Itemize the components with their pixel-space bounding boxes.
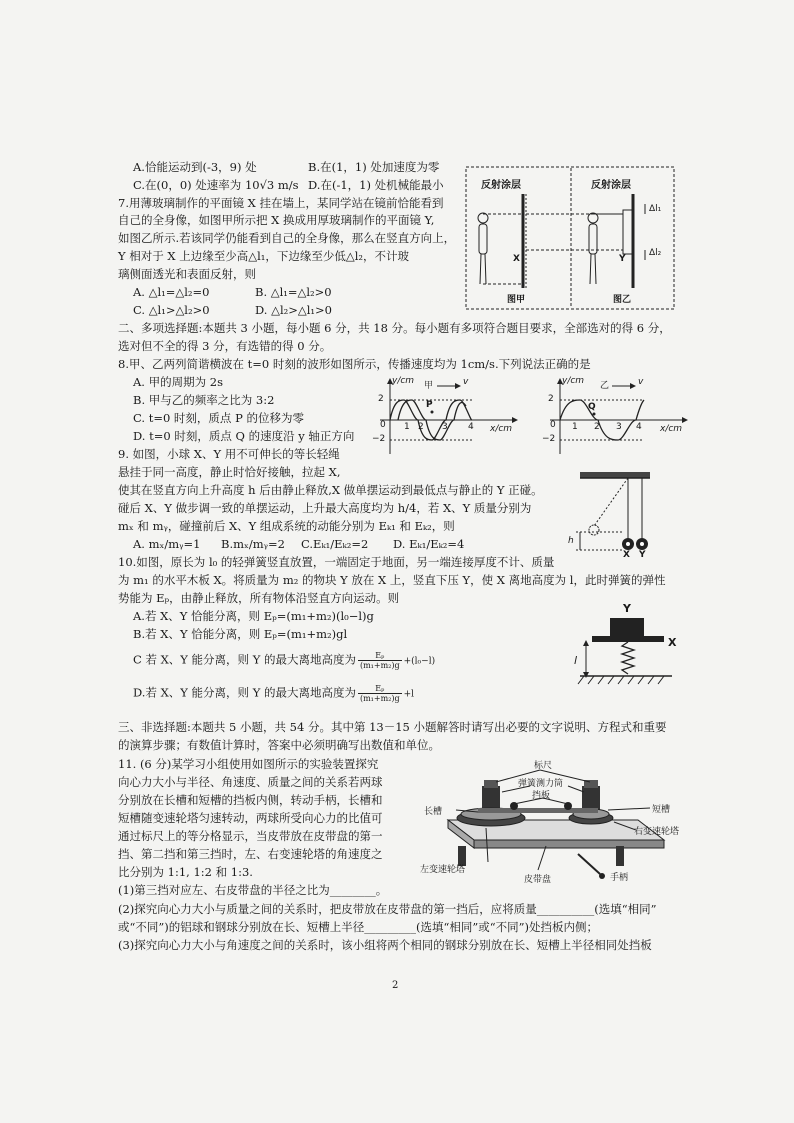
q11-sub-1: (1)第三挡对应左、右皮带盘的半径之比为________。 [118, 883, 388, 897]
q8-option-b: B. 甲与乙的频率之比为 3:2 [133, 393, 275, 407]
q11-fig-ruler: 标尺 [534, 761, 553, 771]
q11-line-2: 向心力大小与半径、角速度、质量之间的关系若两球 [118, 775, 383, 789]
wave1-y-bottom: −2 [372, 434, 386, 444]
q11-fig-right-tower: 右变速轮塔 [634, 827, 680, 837]
wave2-name: 乙 [600, 381, 610, 391]
q11-sub-2a: (2)探究向心力大小与质量之间的关系时，把皮带放在皮带盘的第一挡后，应将质量__________(选填“相同” [118, 902, 657, 916]
q11-sub-2b: 或“不同”)的铝球和钢球分别放在长、短槽上半径_________(选填“相同”或“不同”)处挡板内侧； [118, 920, 598, 934]
q10-option-c-denominator: (m₁+m₂)g [359, 661, 400, 670]
q11-fig-short-slot: 短槽 [652, 805, 671, 815]
page-number: 2 [392, 980, 399, 991]
q6-option-d: D.在(-1，1) 处机械能最小 [308, 178, 444, 192]
q10-fig-y: Y [623, 602, 631, 615]
wave2-tick-4: 4 [636, 422, 642, 432]
q10-option-d [133, 684, 414, 703]
q10-option-d-text: D.若 X、Y 能分离，则 Y 的最大离地高度为 [133, 685, 356, 700]
q10-option-b: B.若 X、Y 恰能分离，则 Eₚ=(m₁+m₂)gl [133, 627, 348, 641]
wave1-tick-4: 4 [468, 422, 474, 432]
wave2-y-bottom: −2 [542, 434, 556, 444]
q11-fig-spring: 弹簧测力筒 [518, 779, 564, 789]
q11-apparatus-figure [418, 758, 688, 886]
q9-option-a: A. mₓ/mᵧ=1 [133, 537, 201, 551]
q9-fig-y: Y [639, 550, 646, 560]
wave2-ylabel: y/cm [562, 376, 585, 386]
q10-spring-figure [572, 600, 682, 692]
q6-option-a: A.恰能运动到(-3，9) 处 [133, 160, 257, 174]
q8-wave-yi [532, 376, 692, 456]
wave2-y-top: 2 [548, 394, 554, 404]
q9-option-c: C.Eₖ₁/Eₖ₂=2 [301, 537, 369, 551]
q7-fig-dl1: Δl₁ [649, 204, 662, 214]
q11-line-5: 通过标尺上的等分格显示，当皮带放在皮带盘的第一 [118, 829, 383, 843]
q7-fig-caption-right: 图乙 [613, 295, 632, 305]
q7-fig-caption-left: 图甲 [507, 295, 526, 305]
wave2-velocity: v [638, 377, 644, 387]
q8-wave-jia [362, 376, 522, 456]
q10-option-c-fraction [358, 651, 402, 670]
q11-line-6: 挡、第二挡和第三挡时，左、右变速轮塔的角速度之 [118, 847, 383, 861]
q7-option-b: B. △l₁=△l₂>0 [255, 285, 332, 299]
q10-option-c-numerator: Eₚ [358, 651, 402, 661]
section2-line-2: 选对但不全的得 3 分，有选错的得 0 分。 [118, 339, 332, 353]
q11-fig-left-tower: 左变速轮塔 [420, 865, 466, 875]
q8-option-a: A. 甲的周期为 2s [133, 375, 223, 389]
q7-fig-mirror-x: X [513, 254, 520, 264]
q10-fig-x: X [668, 636, 677, 649]
q7-option-a: A. △l₁=△l₂=0 [133, 285, 210, 299]
q8-option-c: C. t=0 时刻，质点 P 的位移为零 [133, 411, 304, 425]
wave1-y-top: 2 [378, 394, 384, 404]
section2-line-1: 二、多项选择题:本题共 3 小题，每小题 6 分，共 18 分。每小题有多项符合题目要求，全部选对的得 6 分， [118, 321, 671, 335]
q9-fig-h: h [568, 536, 574, 546]
wave1-point-p: P [426, 400, 433, 410]
q6-option-b: B.在(1，1) 处加速度为零 [308, 160, 440, 174]
q9-fig-x: X [623, 550, 630, 560]
wave1-name: 甲 [424, 381, 434, 391]
q7-fig-left-coat: 反射涂层 [481, 180, 521, 191]
q10-option-a: A.若 X、Y 恰能分离，则 Eₚ=(m₁+m₂)(l₀−l)g [133, 609, 374, 623]
q10-option-c-text: C 若 X、Y 能分离，则 Y 的最大离地高度为 [133, 652, 356, 667]
wave2-xlabel: x/cm [660, 424, 683, 434]
wave2-origin: 0 [550, 420, 556, 430]
wave1-ylabel: y/cm [392, 376, 415, 386]
q11-line-3: 分别放在长槽和短槽的挡板内侧，转动手柄，长槽和 [118, 793, 383, 807]
q7-fig-dl2: Δl₂ [649, 248, 662, 258]
wave2-tick-2: 2 [594, 422, 600, 432]
section3-line-1: 三、非选择题:本题共 5 小题，共 54 分。其中第 13－15 小题解答时请写出必要的文字说明、方程式和重要 [118, 720, 667, 734]
wave1-tick-2: 2 [418, 422, 424, 432]
q11-line-7: 比分别为 1:1, 1:2 和 1:3. [118, 865, 253, 879]
wave2-tick-3: 3 [616, 422, 622, 432]
wave2-point-q: Q [588, 402, 596, 412]
q7-stem-1: 7.用薄玻璃制作的平面镜 X 挂在墙上，某同学站在镜前恰能看到 [118, 196, 444, 210]
q9-option-d: D. Eₖ₁/Eₖ₂=4 [393, 537, 465, 551]
q10-option-d-numerator: Eₚ [358, 684, 402, 694]
q10-option-d-fraction [358, 684, 402, 703]
q11-line-1: 11. (6 分)某学习小组使用如图所示的实验装置探究 [118, 757, 379, 771]
q10-line-3: 势能为 Eₚ，由静止释放，所有物体沿竖直方向运动。则 [118, 591, 400, 605]
wave1-tick-1: 1 [404, 422, 410, 432]
q7-fig-right-coat: 反射涂层 [591, 180, 631, 191]
q7-stem-4: Y 相对于 X 上边缘至少高△l₁，下边缘至少低△l₂，不计玻 [118, 249, 410, 263]
wave1-origin: 0 [380, 420, 386, 430]
q9-line-2: 悬挂于同一高度，静止时恰好接触，拉起 X, [118, 465, 341, 479]
q9-line-1: 9. 如图，小球 X、Y 用不可伸长的等长轻绳 [118, 447, 340, 461]
q10-option-d-tail: +l [403, 689, 415, 700]
q9-pendulum-figure [566, 470, 666, 562]
q7-stem-3: 如图乙所示.若该同学仍能看到自己的全身像，那么在竖直方向上， [118, 231, 456, 245]
q6-option-c: C.在(0，0) 处速率为 10√3 m/s [133, 178, 299, 192]
q9-line-4: 碰后 X、Y 做步调一致的单摆运动，上升最大高度均为 h/4，若 X、Y 质量分别为 [118, 501, 532, 515]
q10-fig-l: l [574, 654, 578, 667]
q7-stem-5: 璃侧面透光和表面反射，则 [118, 267, 256, 281]
wave1-tick-3: 3 [442, 422, 448, 432]
q10-option-c-tail: +(l₀−l) [403, 656, 436, 667]
q7-fig-mirror-y: Y [619, 254, 626, 264]
wave1-velocity: v [463, 377, 469, 387]
q9-line-3: 使其在竖直方向上升高度 h 后由静止释放,X 做单摆运动到最低点与静止的 Y 正碰。 [118, 483, 543, 497]
q7-option-d: D. △l₂>△l₁>0 [255, 303, 332, 317]
q9-option-b: B.mₓ/mᵧ=2 [221, 537, 285, 551]
q9-line-5: mₓ 和 mᵧ，碰撞前后 X、Y 组成系统的动能分别为 Eₖ₁ 和 Eₖ₂，则 [118, 519, 455, 533]
q8-option-d: D. t=0 时刻，质点 Q 的速度沿 y 轴正方向 [133, 429, 355, 443]
wave2-tick-1: 1 [572, 422, 578, 432]
q11-line-4: 短槽随变速轮塔匀速转动，两球所受向心力的比值可 [118, 811, 383, 825]
q7-stem-2: 自己的全身像，如图甲所示把 X 换成用厚玻璃制作的平面镜 Y, [118, 213, 435, 227]
q11-fig-handle: 手柄 [610, 873, 629, 883]
q10-option-d-denominator: (m₁+m₂)g [359, 694, 400, 703]
q10-line-1: 10.如图，原长为 l₀ 的轻弹簧竖直放置，一端固定于地面，另一端连接厚度不计、质量 [118, 555, 555, 569]
q11-fig-baffle: 挡板 [532, 791, 551, 801]
section3-line-2: 的演算步骤；有数值计算时，答案中必须明确写出数值和单位。 [118, 738, 440, 752]
q7-mirror-figure [465, 166, 675, 310]
q7-option-c: C. △l₁>△l₂>0 [133, 303, 210, 317]
q10-line-2: 为 m₁ 的水平木板 X。将质量为 m₂ 的物块 Y 放在 X 上，竖直下压 Y，使 X 离地高度为 l，此时弹簧的弹性 [118, 573, 666, 587]
q10-option-c [133, 651, 435, 670]
q11-fig-belt-disc: 皮带盘 [524, 875, 552, 885]
q11-fig-long-slot: 长槽 [424, 807, 443, 817]
q8-stem: 8.甲、乙两列简谐横波在 t=0 时刻的波形如图所示，传播速度均为 1cm/s.下列说法正确的是 [118, 357, 591, 371]
wave1-xlabel: x/cm [490, 424, 513, 434]
q11-sub-3: (3)探究向心力大小与角速度之间的关系时，该小组将两个相同的钢球分别放在长、短槽上半径相同处挡板 [118, 938, 652, 952]
